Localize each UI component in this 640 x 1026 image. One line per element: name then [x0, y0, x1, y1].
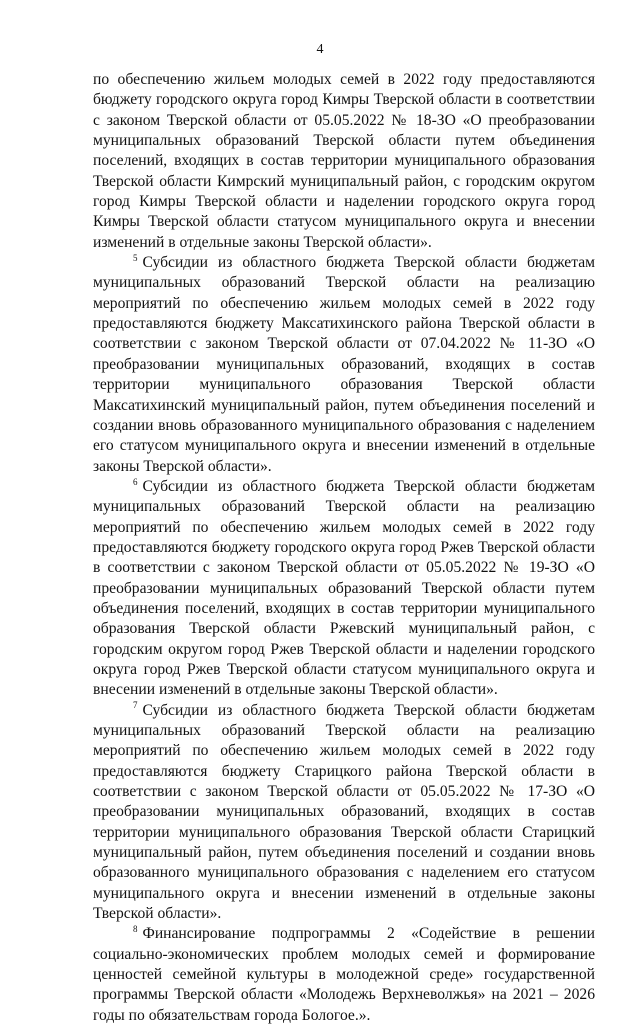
footnote-paragraph-5: [93, 253, 595, 477]
paragraph-text: Субсидии из областного бюджета Тверской области бюджетам муниципальных образований Тверской области на реализацию мероприятий по обеспечению жильем молодых семей в 2022 году предоставляются бюджету городского округа город Ржев Тверской области в соответствии с законом Тверской области от 05.05.2022 № 19-ЗО «О преобразовании муниципальных образований Тверской области путем объединения поселений, входящих в состав территории муниципального образования Тверской области Ржевский муниципальный район, с городским округом город Ржев Тверской области и наделении городского округа город Ржев Тверской области статусом муниципального округа и внесении изменений в отдельные законы Тверской области».: [93, 477, 595, 699]
paragraph-text: Финансирование подпрограммы 2 «Содействие в решении социально-экономических проблем молодых семей и формирование ценностей семейной культуры в молодежной среде» государственной программы Тверской области «Молодежь Верхневолжья» на 2021 – 2026 годы по обязательствам города Бологое.».: [93, 925, 595, 1024]
paragraph-text: Субсидии из областного бюджета Тверской области бюджетам муниципальных образований Тверской области на реализацию мероприятий по обеспечению жильем молодых семей в 2022 году предоставляются бюджету Максатихинского района Тверской области в соответствии с законом Тверской области от 07.04.2022 № 11-ЗО «О преобразовании муниципальных образований, входящих в состав территории муниципального образования Тверской области Максатихинский муниципальный район, путем объединения поселений и создании вновь образованного муниципального образования с наделением его статусом муниципального округа и внесении изменений в отдельные законы Тверской области».: [93, 254, 595, 475]
footnote-paragraph-continued: [93, 70, 595, 253]
page-number: 4: [316, 42, 324, 57]
footnote-paragraph-8: [93, 924, 595, 1026]
footnote-paragraph-6: [93, 477, 595, 701]
footnote-paragraph-7: [93, 701, 595, 925]
footnote-marker: 6: [133, 476, 138, 487]
footnote-marker: 7: [133, 700, 138, 711]
paragraph-text: Субсидии из областного бюджета Тверской области бюджетам муниципальных образований Тверской области на реализацию мероприятий по обеспечению жильем молодых семей в 2022 году предоставляются бюджету Старицкого района Тверской области в соответствии с законом Тверской области от 05.05.2022 № 17-ЗО «О преобразовании муниципальных образований, входящих в состав территории муниципального образования Тверской области Старицкий муниципальный район, путем объединения поселений и создании вновь образованного муниципального образования с наделением его статусом муниципального округа и внесении изменений в отдельные законы Тверской области».: [93, 701, 595, 923]
paragraph-text: по обеспечению жильем молодых семей в 2022 году предоставляются бюджету городского округа город Кимры Тверской области в соответствии с законом Тверской области от 05.05.2022 № 18-ЗО «О преобразовании муниципальных образований Тверской области путем объединения поселений, входящих в состав территории муниципального образования Тверской области Кимрский муниципальный район, с городским округом город Кимры Тверской области и наделении городского округа город Кимры Тверской области статусом муниципального округа и внесении изменений в отдельные законы Тверской области».: [93, 71, 595, 251]
document-body: [93, 70, 595, 1026]
footnote-marker: 5: [133, 252, 138, 263]
footnote-marker: 8: [133, 924, 138, 935]
